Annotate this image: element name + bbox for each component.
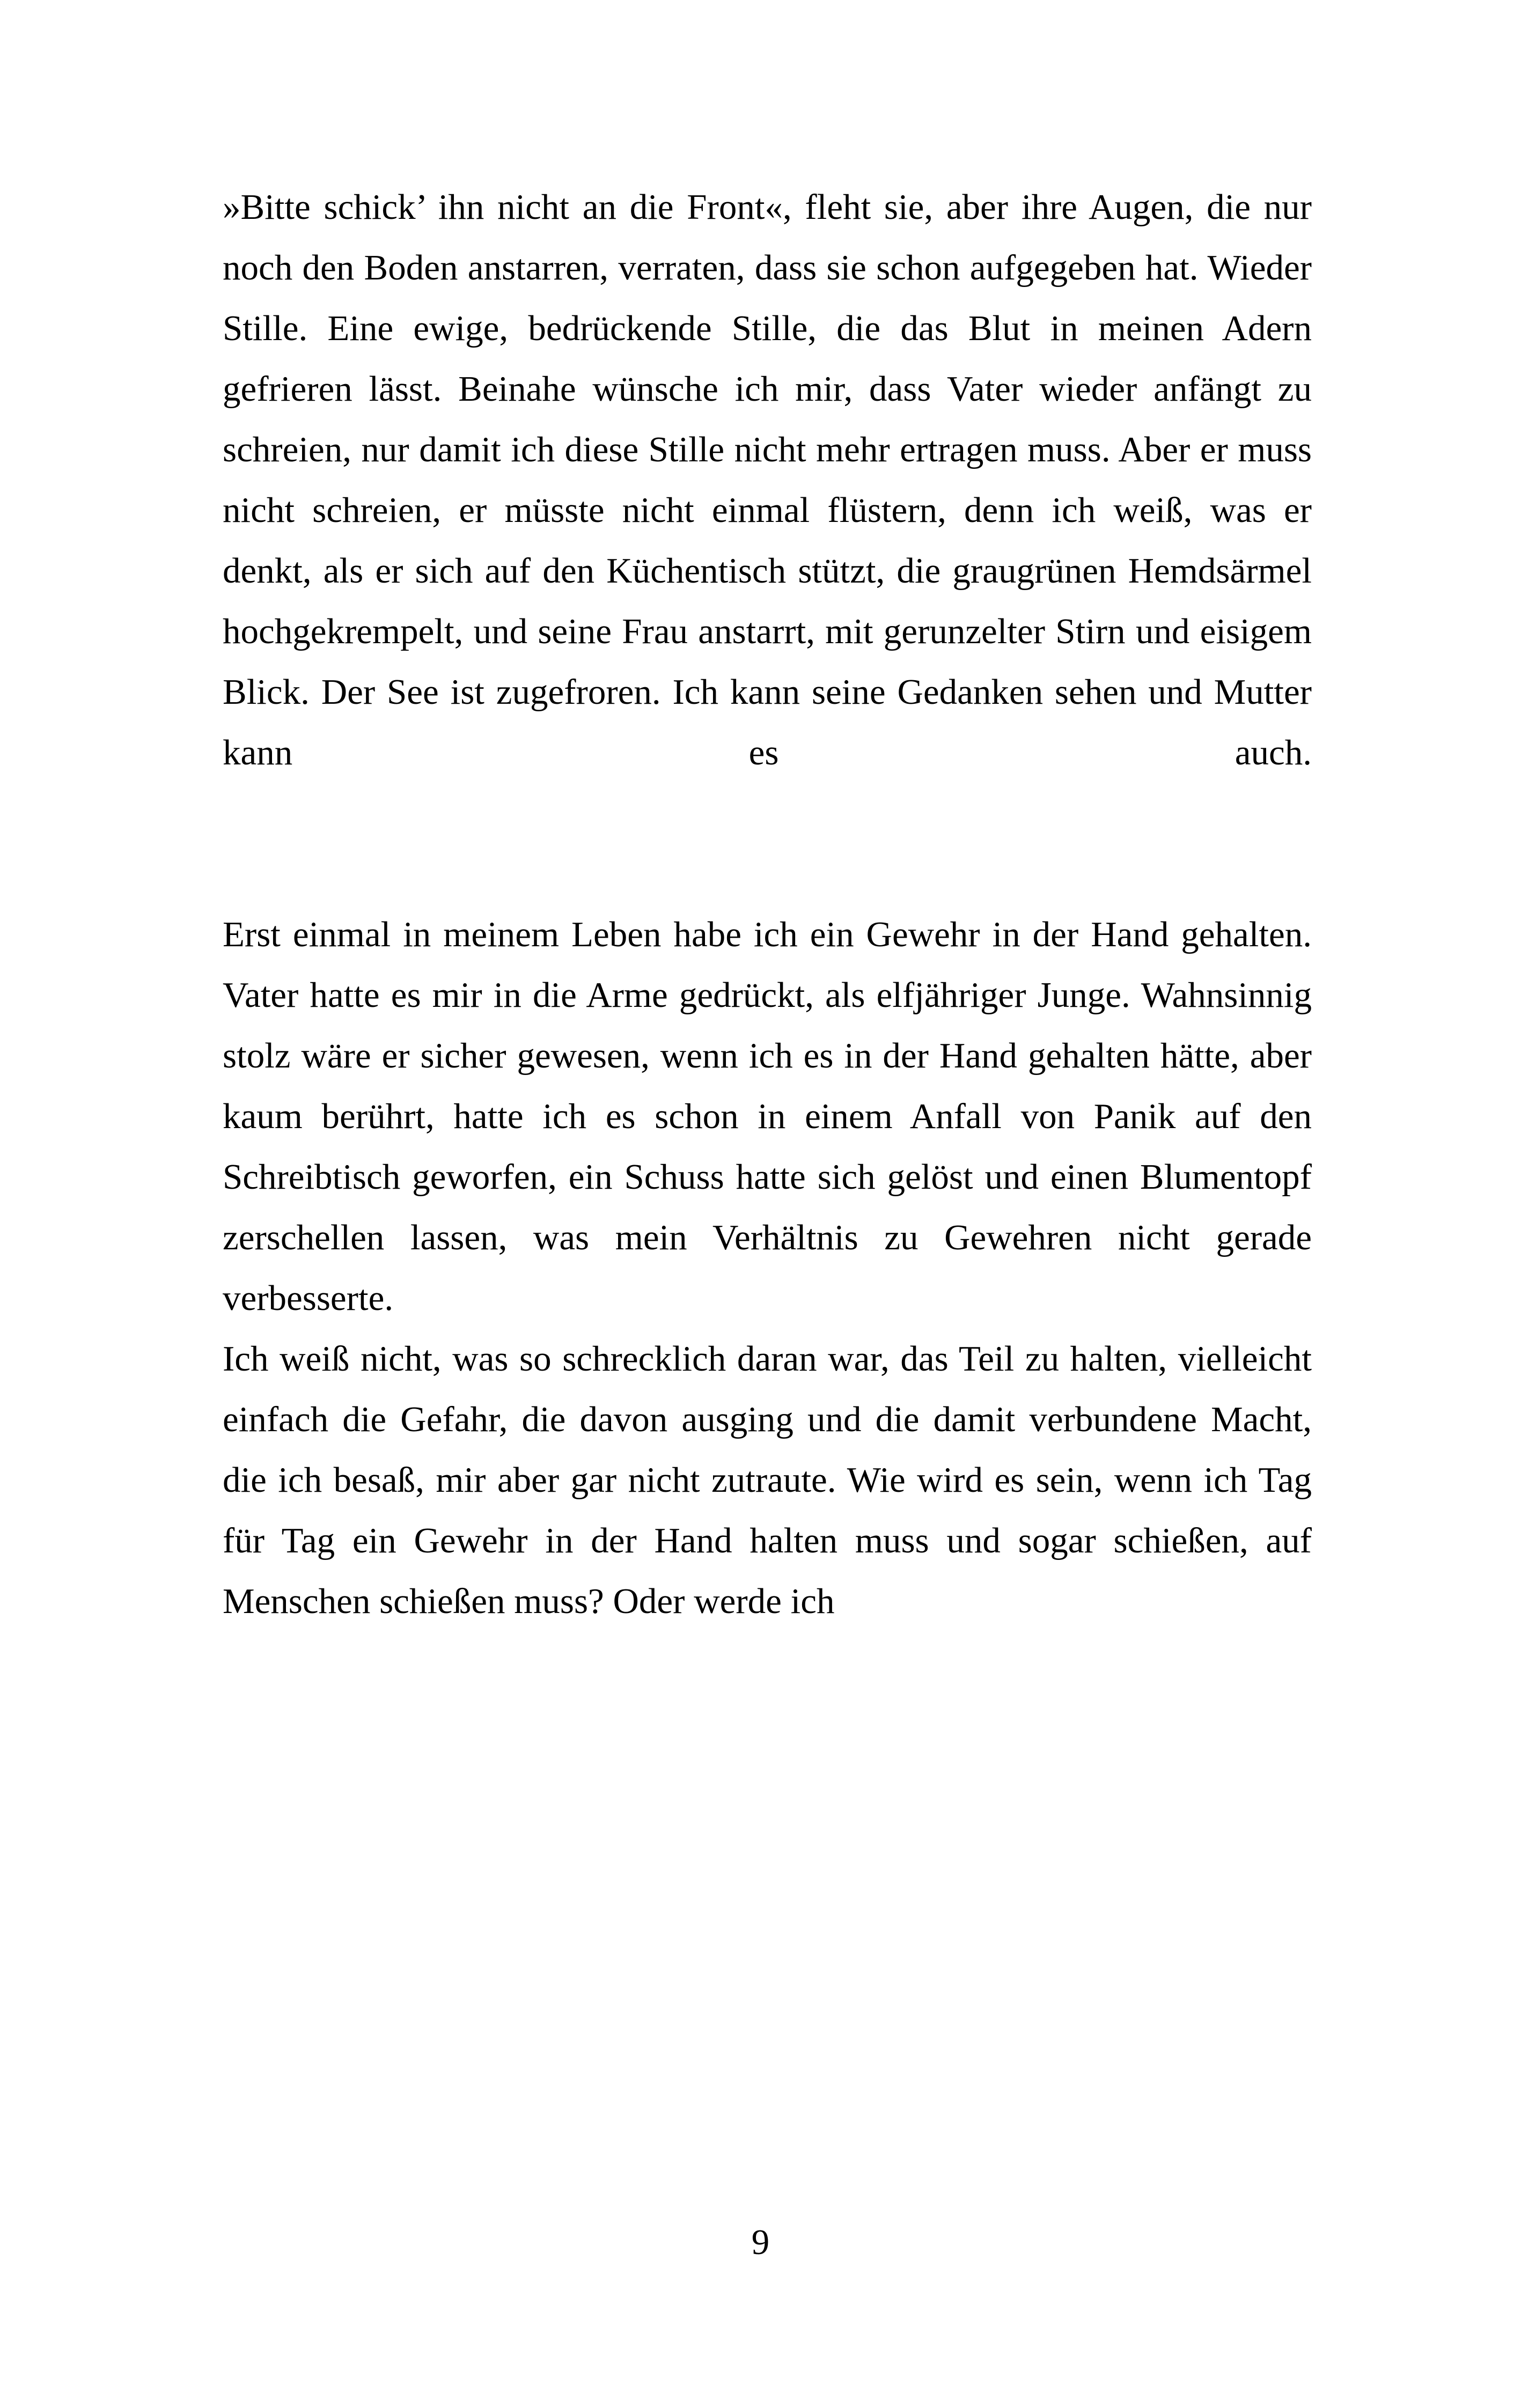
paragraph-2: Erst einmal in meinem Leben habe ich ein Gewehr in der Hand gehalten. Vater hatte es mir in die Arme gedrückt, als elfjähriger Junge. Wahnsinnig stolz wäre er sicher gewesen, wenn ich es in der Hand gehalten hätte, aber kaum berührt, hatte ich es schon in einem Anfall von Panik auf den Schreibtisch geworfen, ein Schuss hatte sich gelöst und einen Blumentopf zerschellen lassen, was mein Verhältnis zu Gewehren nicht gerade verbesserte. <box>223 915 1312 1318</box>
body-text <box>223 177 1312 1632</box>
paragraph-3: Ich weiß nicht, was so schrecklich daran war, das Teil zu halten, vielleicht einfach die Gefahr, die davon ausging und die damit verbundene Macht, die ich besaß, mir aber gar nicht zutraute. Wie wird es sein, wenn ich Tag für Tag ein Gewehr in der Hand halten muss und sogar schießen, auf Menschen schießen muss? Oder werde ich <box>223 1339 1312 1621</box>
paragraph-1: »Bitte schick’ ihn nicht an die Front«, fleht sie, aber ihre Augen, die nur noch den Boden anstarren, verraten, dass sie schon aufgegeben hat. Wieder Stille. Eine ewige, bedrückende Stille, die das Blut in meinen Adern gefrieren lässt. Beinahe wünsche ich mir, dass Vater wieder anfängt zu schreien, nur damit ich diese Stille nicht mehr ertragen muss. Aber er muss nicht schreien, er müsste nicht einmal flüstern, denn ich weiß, was er denkt, als er sich auf den Küchentisch stützt, die graugrünen Hemdsärmel hochgekrempelt, und seine Frau anstarrt, mit gerunzelter Stirn und eisigem Blick. Der See ist zugefroren. Ich kann seine Gedanken sehen und Mutter kann es auch. <box>223 187 1312 772</box>
page-number: 9 <box>751 2222 770 2262</box>
